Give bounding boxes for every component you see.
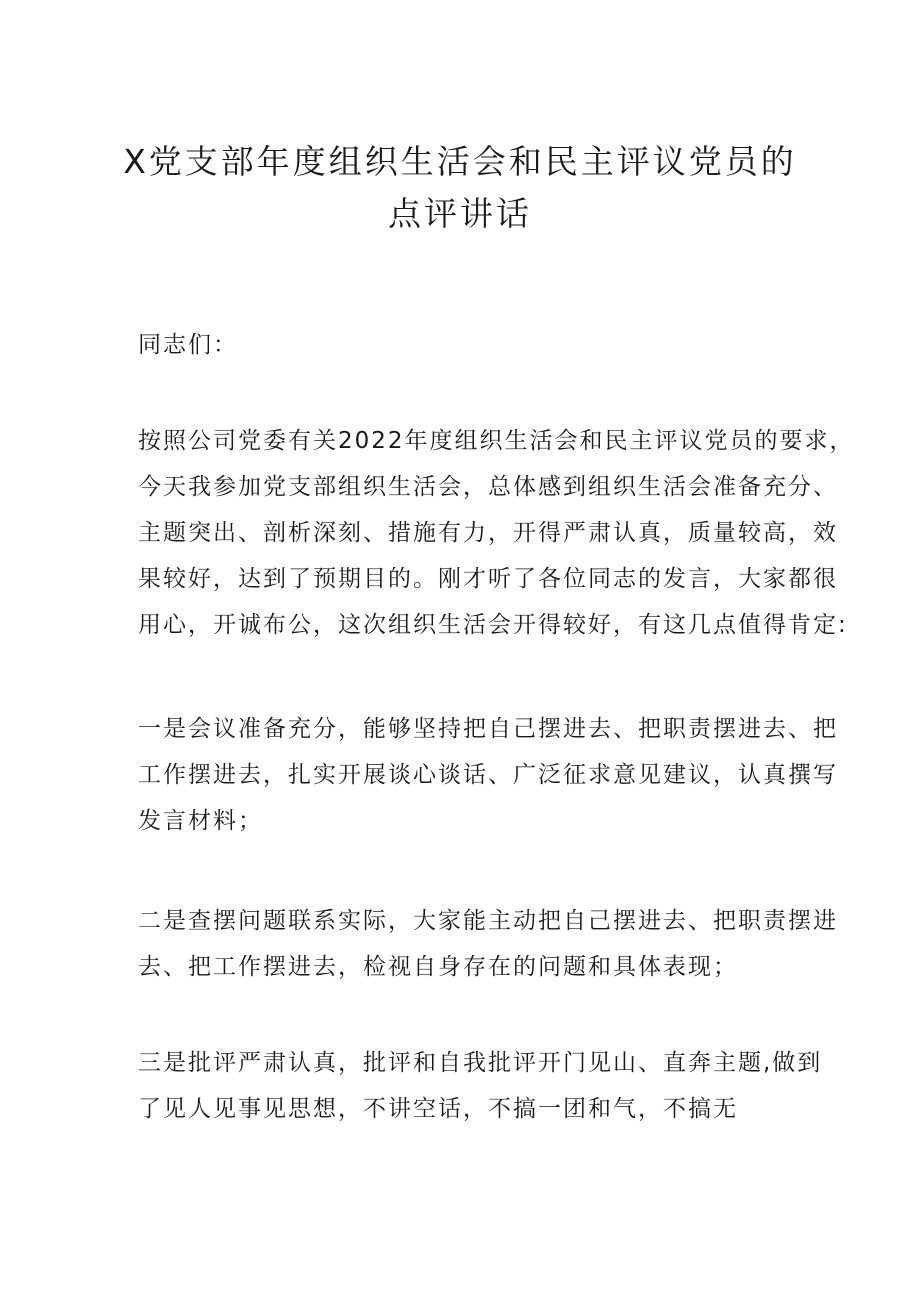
document-title [100, 136, 820, 240]
text-line: 主题突出、剖析深刻、措施有力，开得严肃认真，质量较高，效 [138, 520, 838, 546]
text-line: 同志们： [138, 332, 238, 358]
text-line: 用心，开诚布公，这次组织生活会开得较好，有这几点值得肯定: [138, 612, 848, 638]
greeting-paragraph [138, 322, 798, 368]
text-line: 果较好，达到了预期目的。刚才听了各位同志的发言，大家都很 [138, 566, 838, 592]
text-line: 发言材料； [138, 808, 263, 834]
text-line: 三是批评严肃认真，批评和自我批评开门见山、直奔主题,做到 [138, 1050, 823, 1076]
text-line: 一是会议准备充分，能够坚持把自己摆进去、把职责摆进去、把 [138, 716, 838, 742]
text-line: 按照公司党委有关2022年度组织生活会和民主评议党员的要求， [138, 428, 855, 454]
text-line: 二是查摆问题联系实际，大家能主动把自己摆进去、把职责摆进 [138, 908, 838, 934]
title-line: 点评讲话 [388, 194, 532, 233]
text-line: 了见人见事见思想，不讲空话，不搞一团和气，不搞无 [138, 1096, 738, 1122]
text-line: 工作摆进去，扎实开展谈心谈话、广泛征求意见建议，认真撰写 [138, 762, 838, 788]
title-line: X党支部年度组织生活会和民主评议党员的 [123, 142, 797, 181]
point-one-paragraph [138, 706, 838, 844]
point-three-paragraph [138, 1040, 823, 1132]
text-line: 去、把工作摆进去，检视自身存在的问题和具体表现； [138, 954, 738, 980]
intro-paragraph [138, 418, 855, 648]
point-two-paragraph [138, 898, 838, 990]
text-line: 今天我参加党支部组织生活会，总体感到组织生活会准备充分、 [138, 474, 838, 500]
